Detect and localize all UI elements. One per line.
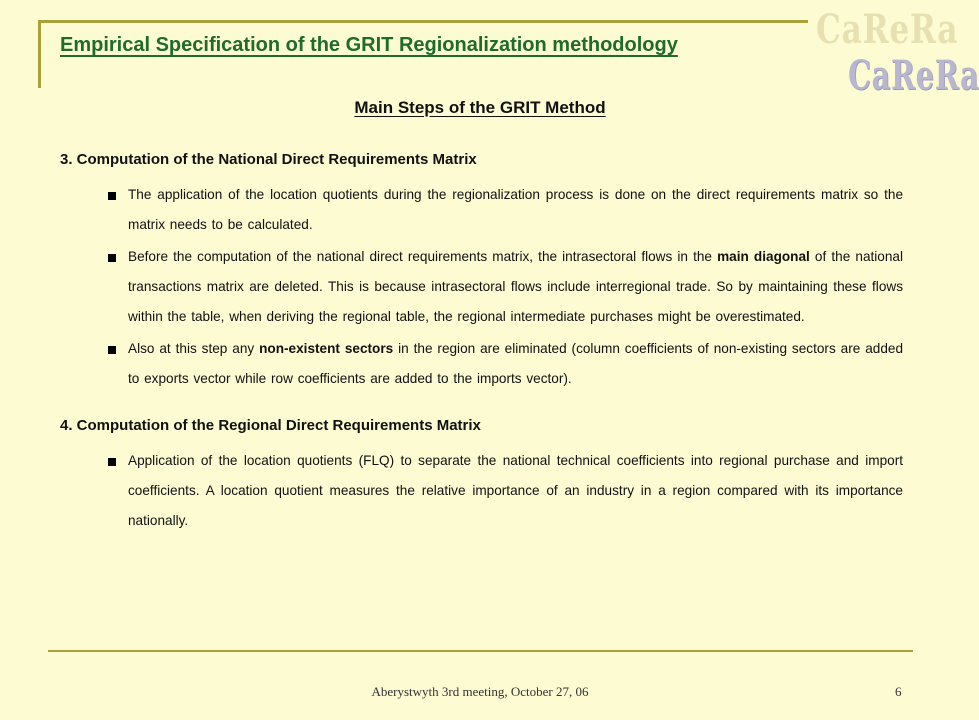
bullet-item	[60, 180, 903, 240]
bullet-item	[60, 446, 903, 536]
section-heading: 4. Computation of the Regional Direct Requirements Matrix	[60, 417, 481, 434]
bullet-text: The application of the location quotients during the regionalization process is done on the direct requirements matrix so the matrix needs to be calculated.	[128, 187, 903, 232]
square-bullet-icon	[108, 458, 116, 466]
section-heading: 3. Computation of the National Direct Requirements Matrix	[60, 151, 477, 168]
bullet-text: Application of the location quotients (FLQ) to separate the national technical coefficients into regional purchase and import coefficients. A location quotient measures the relative importance of an industry in a region compared with its importance nationally.	[128, 453, 903, 528]
square-bullet-icon	[108, 346, 116, 354]
section-gap	[60, 396, 903, 412]
bullet-list	[60, 180, 903, 394]
slide-content	[60, 146, 903, 538]
bullet-item	[60, 242, 903, 332]
square-bullet-icon	[108, 192, 116, 200]
footer-divider	[48, 650, 913, 652]
bullet-item	[60, 334, 903, 394]
logo-text-back: CaReRa	[816, 6, 959, 53]
title-frame-top-line	[38, 20, 808, 23]
logo-text-front: CaReRa	[848, 52, 979, 99]
page-number: 6	[895, 684, 902, 699]
bullet-text: in the region are eliminated (column coefficients of non-existing sectors are added to exports vector while row coefficients are added to the imports vector).	[128, 341, 904, 386]
bullet-text-emphasis: non-existent sectors	[259, 341, 394, 356]
carera-logo	[812, 6, 979, 106]
slide-subtitle: Main Steps of the GRIT Method	[354, 98, 606, 117]
bullet-text-emphasis: main diagonal	[717, 249, 810, 264]
bullet-text: Before the computation of the national direct requirements matrix, the intrasectoral flows in the	[128, 249, 718, 264]
footer-text: Aberystwyth 3rd meeting, October 27, 06	[371, 684, 589, 699]
bullet-text: Also at this step any	[128, 341, 260, 356]
slide-title: Empirical Specification of the GRIT Regionalization methodology	[60, 34, 678, 56]
bullet-list	[60, 446, 903, 536]
square-bullet-icon	[108, 254, 116, 262]
title-frame-left-line	[38, 20, 41, 88]
bullet-text: of the national transactions matrix are deleted. This is because intrasectoral flows include interregional trade. So by maintaining these flows within the table, when deriving the regional table, the regional intermediate purchases might be overestimated.	[128, 249, 903, 324]
